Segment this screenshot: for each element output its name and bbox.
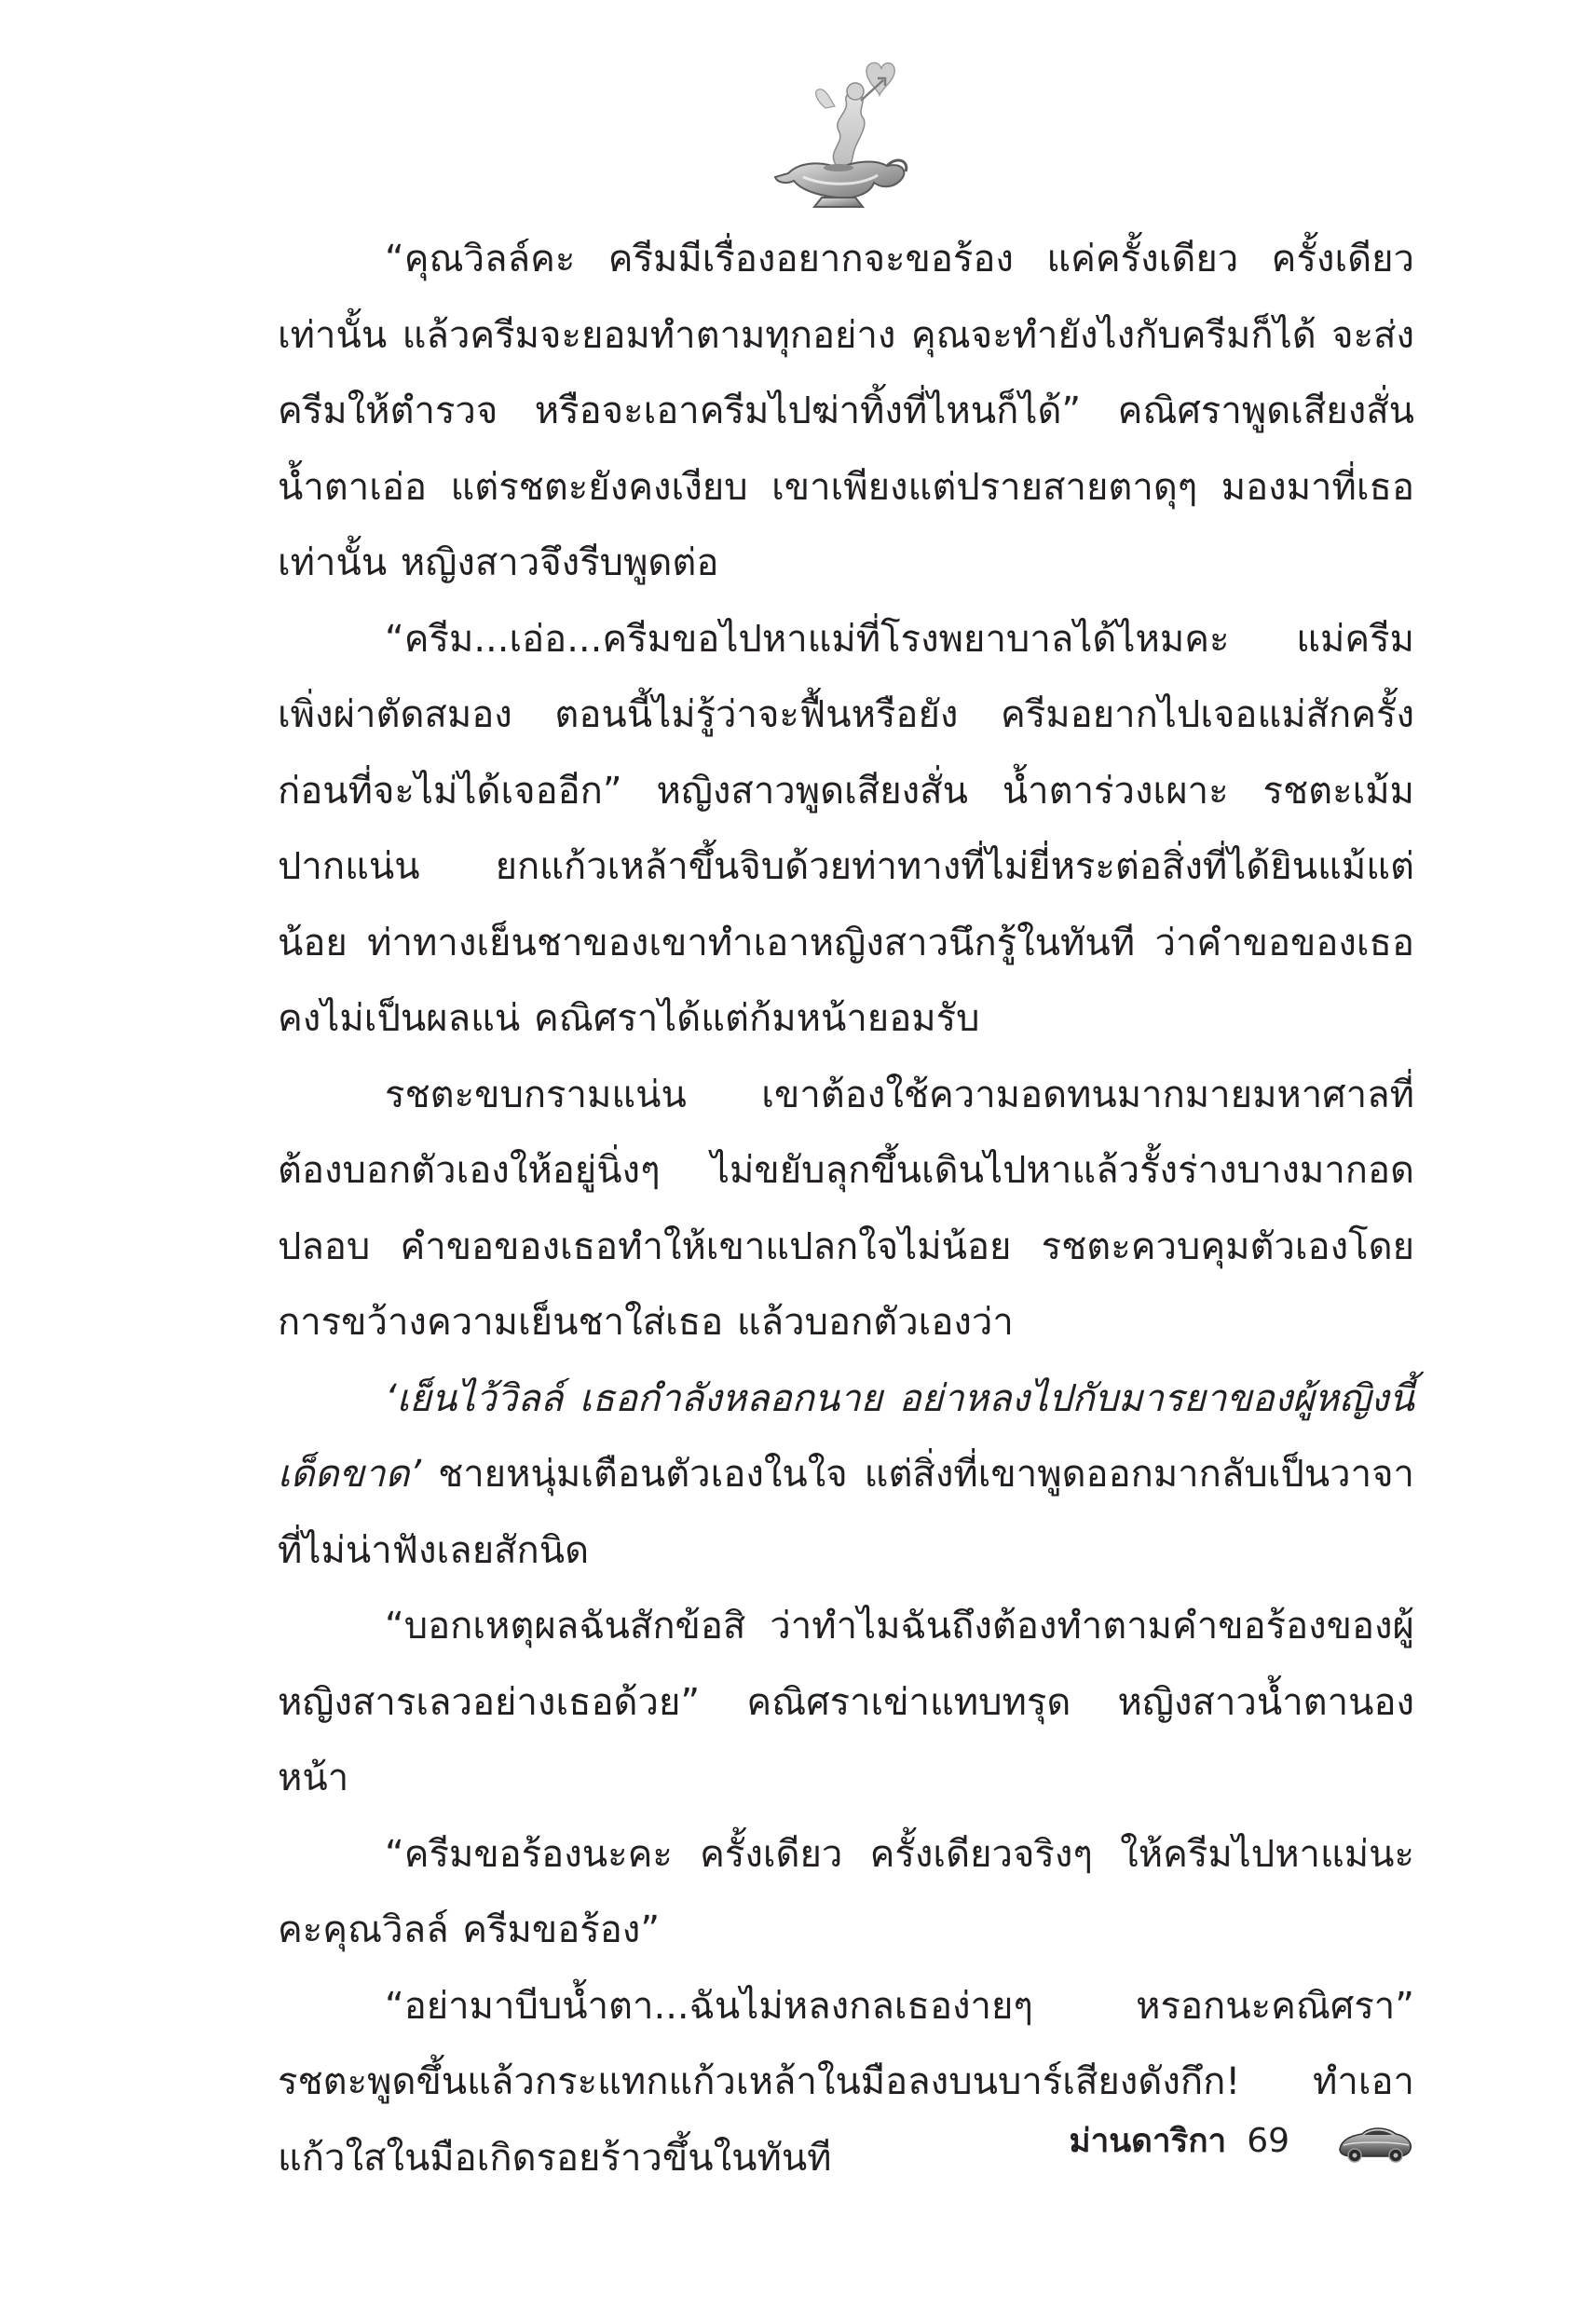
paragraph-text: “บอกเหตุผลฉันสักข้อสิ ว่าทำไมฉันถึงต้องทำตามคำขอร้องของผู้หญิงสารเลวอย่างเธอด้วย” คณิศราเข่าแทบทรุด หญิงสาวน้ำตานองหน้า xyxy=(278,1605,1414,1799)
paragraph xyxy=(278,1058,1414,1361)
paragraph-text: “ครีมขอร้องนะคะ ครั้งเดียว ครั้งเดียวจริงๆ ให้ครีมไปหาแม่นะคะคุณวิลล์ ครีมขอร้อง” xyxy=(278,1832,1414,1951)
paragraph xyxy=(278,1361,1414,1590)
genie-lamp-cupid-icon xyxy=(770,54,909,212)
paragraph xyxy=(278,1817,1414,1969)
page-number: 69 xyxy=(1247,2121,1289,2160)
book-title: ม่านดาริกา xyxy=(1069,2122,1227,2160)
story-text xyxy=(278,222,1414,2196)
page-footer xyxy=(1070,2108,1415,2173)
paragraph xyxy=(278,1589,1414,1817)
paragraph-text: ชายหนุ่มเตือนตัวเองในใจ แต่สิ่งที่เขาพูดออกมากลับเป็นวาจาที่ไม่น่าฟังเลยสักนิด xyxy=(278,1453,1414,1572)
paragraph-text: “ครีม...เอ่อ...ครีมขอไปหาแม่ที่โรงพยาบาลได้ไหมคะ แม่ครีมเพิ่งผ่าตัดสมอง ตอนนี้ไม่รู้ว่าจะฟื้นหรือยัง ครีมอยากไปเจอแม่สักครั้งก่อนที่จะไม่ได้เจออีก” หญิงสาวพูดเสียงสั่น น้ำตาร่วงเผาะ รชตะเม้มปากแน่น ยกแก้วเหล้าขึ้นจิบด้วยท่าทางที่ไม่ยี่หระต่อสิ่งที่ได้ยินแม้แต่น้อย ท่าทางเย็นชาของเขาทำเอาหญิงสาวนึกรู้ในทันที ว่าคำขอของเธอคงไม่เป็นผลแน่ คณิศราได้แต่ก้มหน้ายอมรับ xyxy=(278,617,1414,1040)
sports-car-icon xyxy=(1336,2115,1414,2166)
paragraph xyxy=(278,222,1414,602)
paragraph-text: “อย่ามาบีบน้ำตา...ฉันไม่หลงกลเธอง่ายๆ หรอกนะคณิศรา” รชตะพูดขึ้นแล้วกระแทกแก้วเหล้าในมือลงบนบาร์เสียงดังกึก! ทำเอาแก้วใสในมือเกิดรอยร้าวขึ้นในทันที xyxy=(278,1984,1414,2180)
paragraph-text: “คุณวิลล์คะ ครีมมีเรื่องอยากจะขอร้อง แค่ครั้งเดียว ครั้งเดียวเท่านั้น แล้วครีมจะยอมทำตามทุกอย่าง คุณจะทำยังไงกับครีมก็ได้ จะส่งครีมให้ตำรวจ หรือจะเอาครีมไปฆ่าทิ้งที่ไหนก็ได้” คณิศราพูดเสียงสั่น น้ำตาเอ่อ แต่รชตะยังคงเงียบ เขาเพียงแต่ปรายสายตาดุๆ มองมาที่เธอเท่านั้น หญิงสาวจึงรีบพูดต่อ xyxy=(278,238,1414,584)
paragraph xyxy=(278,602,1414,1058)
inner-thought-text: ‘เย็นไว้วิลล์ เธอกำลังหลอกนาย อย่าหลงไปกับมารยาของผู้หญิงนี้เด็ดขาด’ xyxy=(278,1376,1414,1496)
paragraph-text: รชตะขบกรามแน่น เขาต้องใช้ความอดทนมากมายมหาศาลที่ต้องบอกตัวเองให้อยู่นิ่งๆ ไม่ขยับลุกขึ้นเดินไปหาแล้วรั้งร่างบางมากอดปลอบ คำขอของเธอทำให้เขาแปลกใจไม่น้อย รชตะควบคุมตัวเองโดยการขว้างความเย็นชาใส่เธอ แล้วบอกตัวเองว่า xyxy=(278,1073,1414,1344)
